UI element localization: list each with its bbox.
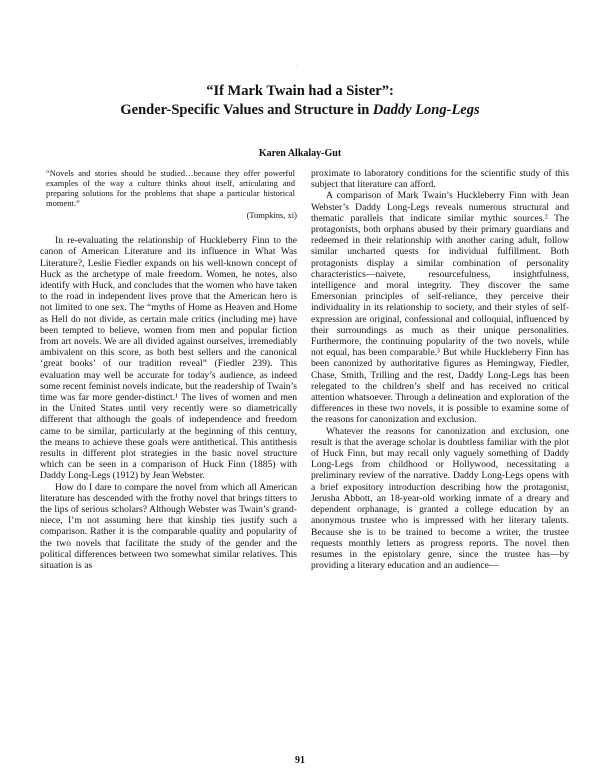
- right-column: [311, 168, 569, 571]
- left-column: [40, 168, 297, 571]
- title-line-2-prefix: Gender-Specific Values and Structure in: [120, 102, 373, 118]
- epigraph-text: “Novels and stories should be studied…because they offer powerful examples of the way a culture thinks about itself, articulating and preparing solutions for the problems that shape a particular historical moment.”: [46, 168, 295, 208]
- right-paragraph-0: proximate to laboratory conditions for the scientific study of this subject that literature can afford.: [311, 168, 569, 191]
- author-name: Karen Alkalay-Gut: [258, 148, 342, 159]
- article-title: [0, 82, 600, 120]
- title-line-2: [0, 101, 600, 120]
- epigraph-source: (Tompkins, xi): [246, 210, 297, 220]
- page-number: 91: [295, 755, 305, 766]
- left-paragraph-2: How do I dare to compare the novel from which all American literature has descended with the frothy novel that brings titters to the lips of serious scholars? Although Webster was Twain’s grand-niece, I’m not assuming here that kinship ties justify such a comparison. Rather it is the comparable quality and popularity of the two novels that facilitate the study of the gender and the political differences between two somewhat similar relatives. This situation is as: [40, 481, 297, 572]
- left-paragraph-1: In re-evaluating the relationship of Huckleberry Finn to the canon of American Literature and its influence in What Was Literature?, Leslie Fiedler expands on his well-known concept of Huck as the archetype of male freedom. Women, he notes, also identify with Huck, and concludes that the women who have taken to the road in independent lives prove that the American hero is not limited to one sex. The “myths of Home as Heaven and Home as Hell do not divide, as certain male critics (including me) have been tempted to believe, women from men and popular fiction from art novels. We are all divided against ourselves, irremediably ambivalent on this score, as both best sellers and the canonical ‘great books’ of our tradition reveal” (Fiedler 239). This evaluation may well be accurate for today’s audience, as indeed some recent feminist novels indicate, but the readership of Twain’s time was far more gender-distinct.¹ The lives of women and men in the United States until very recently were so diametrically different that although the goals of independence and freedom came to be similar, particularly at the beginning of this century, the means to achieve these goals were antithetical. This antithesis results in different plot strategies in the basic novel structure which can be seen in a comparison of Huck Finn (1885) with Daddy Long-Legs (1912) by Jean Webster.: [40, 235, 297, 482]
- stray-mark: ·: [296, 64, 298, 70]
- right-paragraph-1: A comparison of Mark Twain’s Huckleberry Finn with Jean Webster’s Daddy Long-Legs reveals numerous structural and thematic parallels that indicate similar mythic sources.² The protagonists, both orphans abused by their primary guardians and redeemed in their relationship with another caring adult, follow similar uncharted quests for individual fulfillment. Both protagonists display a similar combination of personality characteristics—naivete, resourcefulness, insightfulness, intelligence and moral integrity. They discover the same Emersonian principles of self-reliance, they perceive their individuality in its relationship to society, and their styles of self-expression are original, confessional and colloquial, influenced by their surroundings as much as their unique personalities. Furthermore, the continuing popularity of the two novels, while not equal, has been comparable.³ But while Huckleberry Finn has been canonized by authoritative figures as Hemingway, Fiedler, Chase, Smith, Trilling and the rest, Daddy Long-Legs has been relegated to the children’s shelf and has received no critical attention whatsoever. Through a delineation and exploration of the differences in these two novels, it is possible to examine some of the reasons for canonization and exclusion.: [311, 190, 569, 426]
- right-paragraph-2: Whatever the reasons for canonization and exclusion, one result is that the average scholar is doubtless familiar with the plot of Huck Finn, but may recall only vaguely something of Daddy Long-Legs from childhood or Hollywood, necessitating a preliminary review of the narrative. Daddy Long-Legs opens with a brief expository introduction describing how the protagonist, Jerusha Abbott, an 18-year-old working inmate of a dreary and dependent orphanage, is granted a college education by an anonymous trustee who is impressed with her literary talents. Because she is to be trained to become a writer, the trustee requests monthly letters as progress reports. The novel then resumes in the epistolary genre, since the trustee has—by providing a literary education and an audience—: [311, 425, 569, 572]
- title-line-2-italic: Daddy Long-Legs: [372, 102, 480, 118]
- title-line-1: “If Mark Twain had a Sister”:: [206, 83, 394, 99]
